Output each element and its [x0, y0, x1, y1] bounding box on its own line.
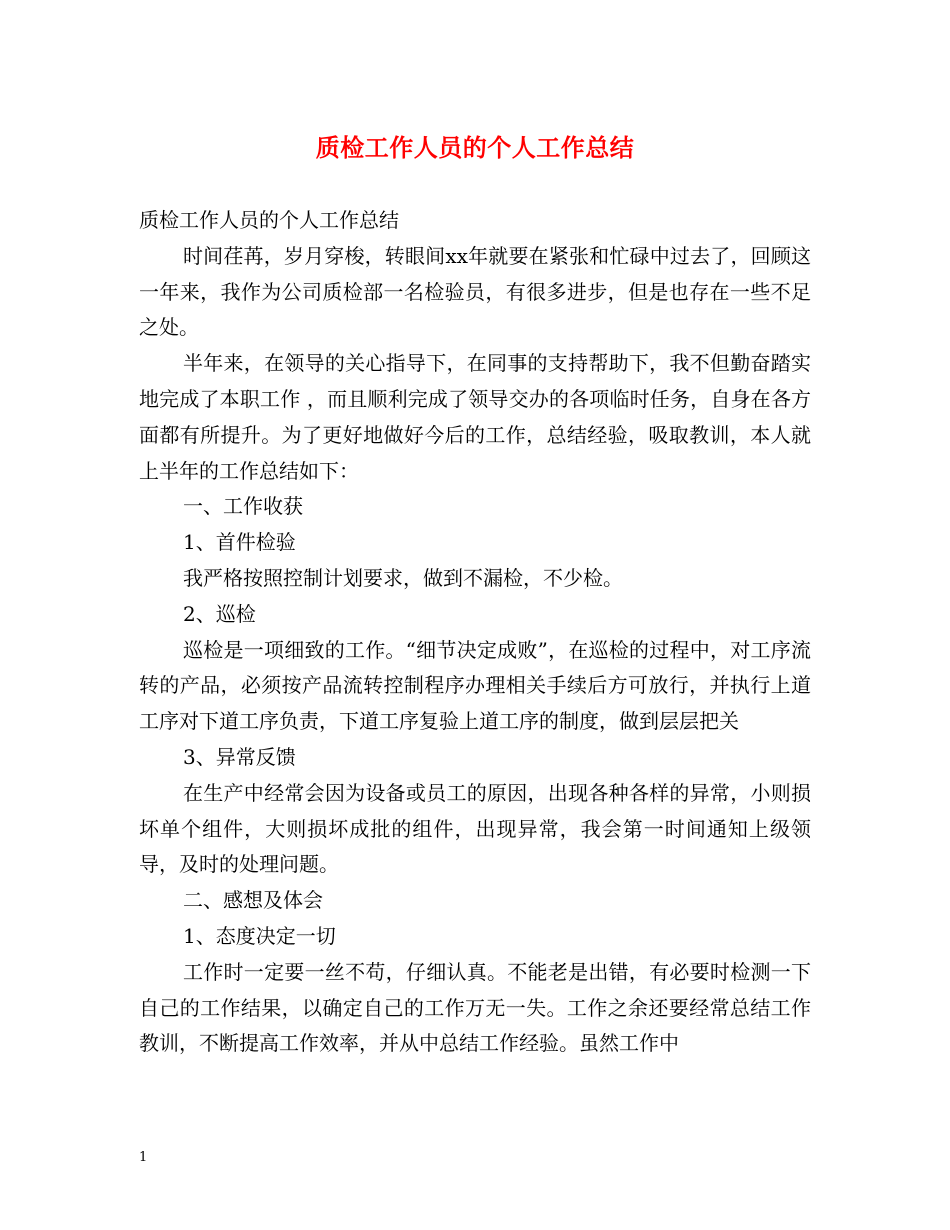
subsection-heading: 2、巡检 — [183, 601, 256, 626]
document-title: 质检工作人员的个人工作总结 — [315, 133, 635, 162]
subsection-heading: 3、异常反馈 — [183, 744, 296, 769]
subsection-heading: 1、首件检验 — [183, 530, 296, 555]
paragraph: 半年来，在领导的关心指导下，在同事的支持帮助下，我不但勤奋踏实地完成了本职工作 ，而且顺利完成了领导交办的各项临时任务，自身在各方面都有所提升。为了更好地做好今后的工作，总结经验，吸取教训，本人就上半年的工作总结如下： — [139, 351, 811, 483]
paragraph: 时间荏苒，岁月穿梭，转眼间xx年就要在紧张和忙碌中过去了，回顾这一年来，我作为公司质检部一名检验员，有很多进步，但是也存在一些不足之处。 — [139, 243, 811, 340]
document-body — [139, 203, 811, 1062]
paragraph: 在生产中经常会因为设备或员工的原因，出现各种各样的异常，小则损坏单个组件，大则损坏成批的组件，出现异常，我会第一时间通知上级领导，及时的处理问题。 — [139, 780, 811, 877]
paragraph: 质检工作人员的个人工作总结 — [139, 208, 399, 232]
paragraph: 工作时一定要一丝不苟，仔细认真。不能老是出错，有必要时检测一下自己的工作结果，以确定自己的工作万无一失。工作之余还要经常总结工作教训，不断提高工作效率，并从中总结工作经验。虽然工作中 — [139, 959, 811, 1056]
paragraph: 我严格按照控制计划要求，做到不漏检，不少检。 — [183, 565, 623, 590]
page-number: 1 — [139, 1150, 148, 1165]
section-heading: 二、感想及体会 — [183, 888, 323, 913]
subsection-heading: 1、态度决定一切 — [183, 923, 336, 948]
paragraph: 巡检是一项细致的工作。“细节决定成败”，在巡检的过程中，对工序流转的产品，必须按产品流转控制程序办理相关手续后方可放行，并执行上道工序对下道工序负责，下道工序复验上道工序的制度，做到层层把关 — [139, 637, 811, 734]
section-heading: 一、工作收获 — [183, 494, 303, 519]
